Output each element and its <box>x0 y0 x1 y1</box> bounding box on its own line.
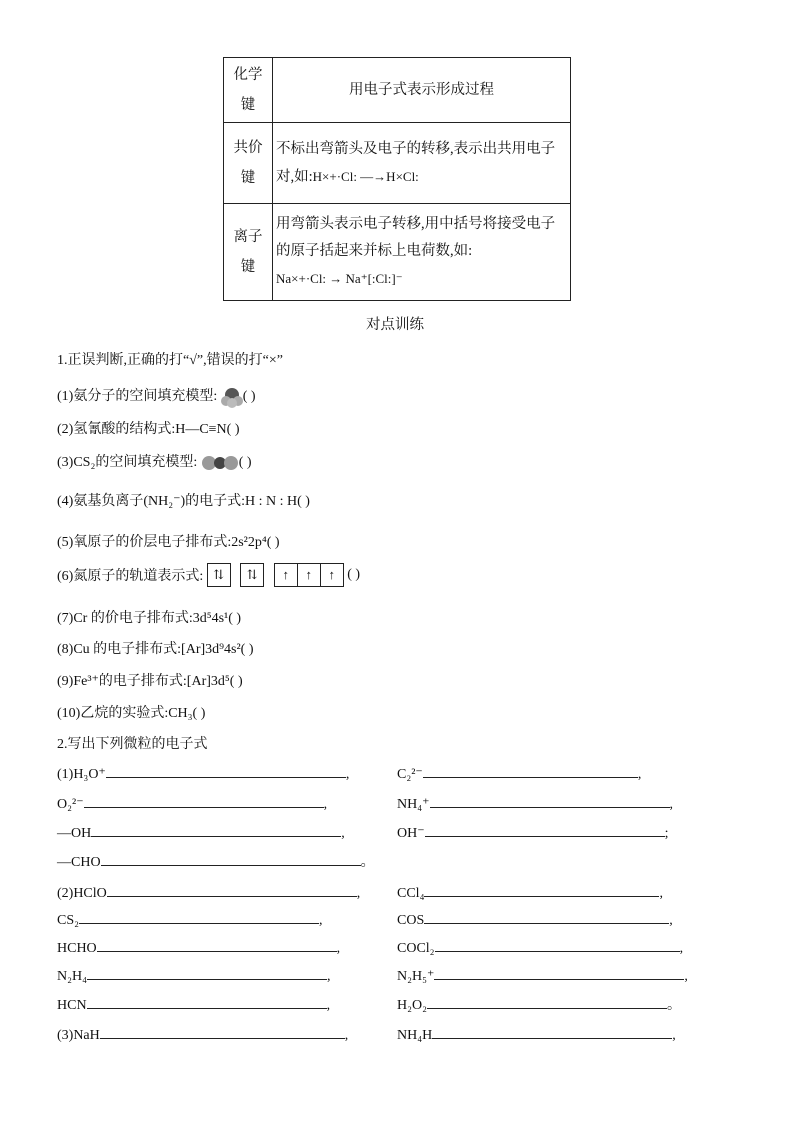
q2-right-item: COCl₂ , <box>397 937 683 957</box>
answer-blank[interactable] <box>101 851 361 866</box>
q1-item-9: (9)Fe³⁺的电子排布式:[Ar]3d⁵( ) <box>57 674 243 689</box>
q1-item-2: (2)氢氰酸的结构式:H—C≡N( ) <box>57 422 240 437</box>
q1-item-1: (1)氨分子的空间填充模型: ( ) <box>57 385 256 408</box>
answer-blank[interactable] <box>84 793 324 808</box>
q1-item-10: (10)乙烷的实验式:CH₃( ) <box>57 706 206 721</box>
q2-left-item: HCHO , <box>57 937 340 957</box>
q2-left-item: HCN , <box>57 994 330 1014</box>
answer-blank[interactable] <box>434 965 684 980</box>
q2-right-item: N₂H₅⁺ , <box>397 965 688 985</box>
table-header-process: 用电子式表示形成过程 <box>273 58 571 123</box>
q2-left-item: (3)NaH , <box>57 1024 348 1044</box>
q1-item-3: (3)CS₂的空间填充模型: ( ) <box>57 455 252 470</box>
q1-title: 1.正误判断,正确的打“√”,错误的打“×” <box>57 353 283 368</box>
row-covalent-name: 共价键 <box>224 123 273 204</box>
q2-left-item: (1)H₃O⁺ , <box>57 763 349 783</box>
q2-right-item: NH₄⁺ , <box>397 793 673 813</box>
answer-blank[interactable] <box>427 994 667 1009</box>
row-ionic-name: 离子键 <box>224 204 273 301</box>
answer-blank[interactable] <box>79 909 319 924</box>
row-ionic-desc: 用弯箭头表示电子转移,用中括号将接受电子的原子括起来并标上电荷数,如: Na×+·Cl: → Na⁺[:Cl:]⁻ <box>273 204 571 301</box>
q2-left-item: O₂²⁻ , <box>57 793 327 813</box>
q2-right-item: C₂²⁻ , <box>397 763 641 783</box>
answer-blank[interactable] <box>424 882 659 897</box>
q2-right-item: COS , <box>397 909 673 929</box>
answer-blank[interactable] <box>87 994 327 1009</box>
q2-left-item: N₂H₄ , <box>57 965 330 985</box>
orbital-box-2p: ↑ ↑ ↑ <box>274 563 344 587</box>
answer-blank[interactable] <box>423 763 638 778</box>
answer-blank[interactable] <box>435 937 680 952</box>
q2-title: 2.写出下列微粒的电子式 <box>57 737 208 752</box>
q1-item-6: (6)氮原子的轨道表示式: ⇅ ⇅ ↑ ↑ ↑ ( ) <box>57 563 360 587</box>
answer-blank[interactable] <box>97 937 337 952</box>
q2-left-item: —OH , <box>57 822 345 842</box>
covalent-formula: H×+·Cl: —→H×Cl: <box>312 168 419 184</box>
q2-right-item: OH⁻ ; <box>397 822 669 842</box>
orbital-box-2s: ⇅ <box>240 563 264 587</box>
answer-blank[interactable] <box>87 965 327 980</box>
answer-blank[interactable] <box>100 1024 345 1039</box>
answer-blank[interactable] <box>430 793 670 808</box>
q2-right-item: NH₄H , <box>397 1024 676 1044</box>
q1-item-8: (8)Cu 的电子排布式:[Ar]3d⁹4s²( ) <box>57 642 254 657</box>
section-title: 对点训练 <box>366 317 424 333</box>
orbital-box-1s: ⇅ <box>207 563 231 587</box>
q2-left-item: —CHO 。 <box>57 851 375 871</box>
q2-left-item: (2)HClO , <box>57 882 360 902</box>
answer-blank[interactable] <box>91 822 341 837</box>
row-covalent-desc: 不标出弯箭头及电子的转移,表示出共用电子对,如:H×+·Cl: —→H×Cl: <box>273 123 571 204</box>
q2-right-item: H₂O₂ 。 <box>397 994 681 1014</box>
answer-blank[interactable] <box>107 882 357 897</box>
q1-item-4: (4)氨基负离子(NH₂⁻)的电子式:H : N : H( ) <box>57 494 310 509</box>
answer-blank[interactable] <box>424 909 669 924</box>
chem-bond-table <box>223 57 571 301</box>
ionic-formula: Na×+·Cl: → Na⁺[:Cl:]⁻ <box>276 271 403 286</box>
q1-item-7: (7)Cr 的价电子排布式:3d⁵4s¹( ) <box>57 611 242 626</box>
q2-right-item: CCl₄ , <box>397 882 663 902</box>
cs2-model-icon <box>201 454 239 472</box>
answer-blank[interactable] <box>425 822 665 837</box>
ammonia-model-icon <box>221 386 243 408</box>
q2-left-item: CS₂ , <box>57 909 323 929</box>
answer-blank[interactable] <box>432 1024 672 1039</box>
answer-blank[interactable] <box>106 763 346 778</box>
table-header-bond: 化学键 <box>224 58 273 123</box>
q1-item-5: (5)氧原子的价层电子排布式:2s²2p⁴( ) <box>57 535 280 550</box>
